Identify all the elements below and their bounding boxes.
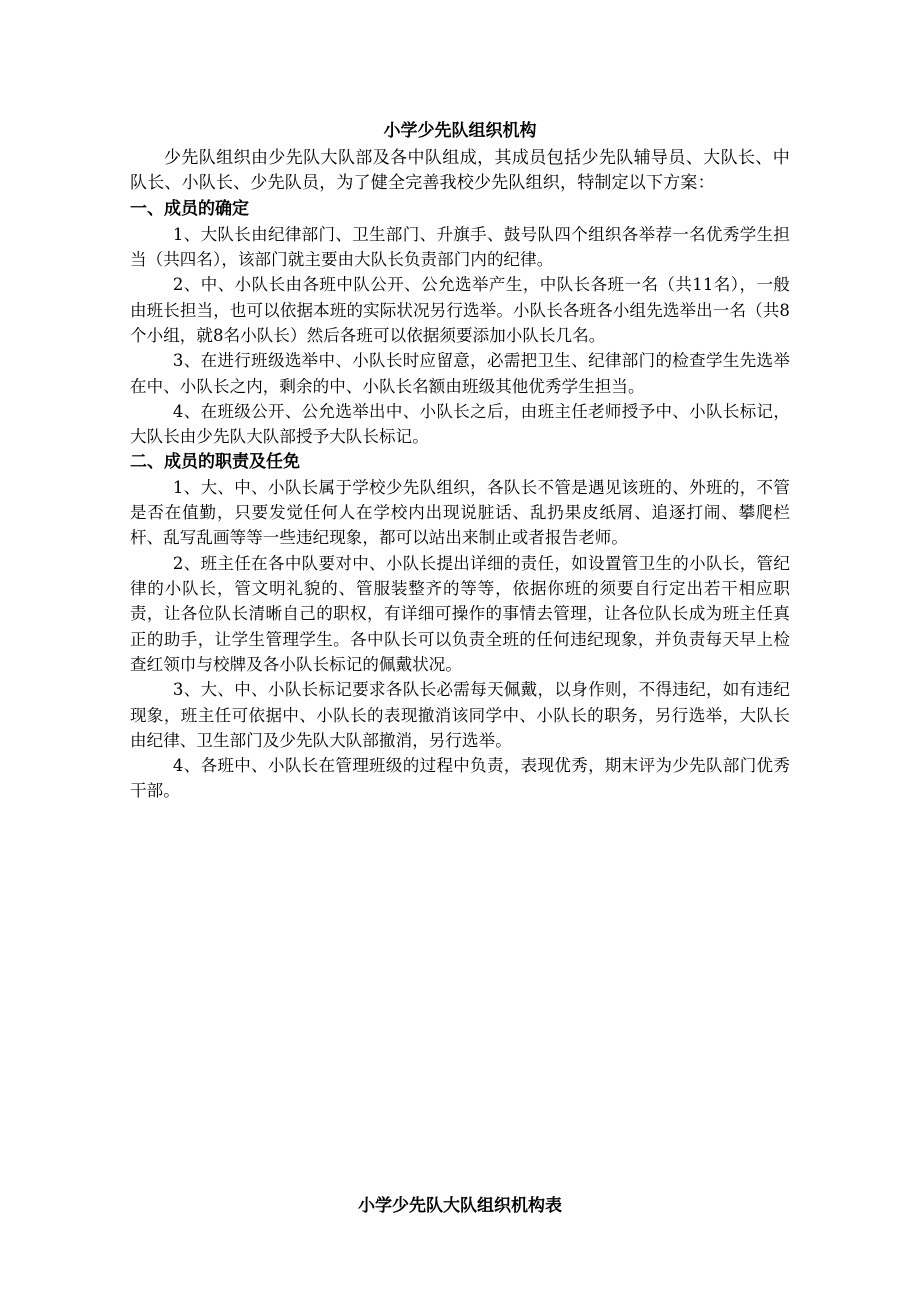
section-1-item-2: 2、中、小队长由各班中队公开、公允选举产生，中队长各班一名（共11名），一般由班长担当，也可以依据本班的实际状况另行选举。小队长各班各小组先选举出一名（共8个小组，就8名小队长）然后各班可以依据须要添加小队长几名。: [130, 275, 790, 346]
section-1-item-4: 4、在班级公开、公允选举出中、小队长之后，由班主任老师授予中、小队长标记，大队长由少先队大队部授予大队长标记。: [130, 401, 790, 447]
section-2-item-2: 2、班主任在各中队要对中、小队长提出详细的责任，如设置管卫生的小队长，管纪律的小队长，管文明礼貌的、管服装整齐的等等，依据你班的须要自行定出若干相应职责，让各位队长清晰自己的职权，有详细可操作的事情去管理，让各位队长成为班主任真正的助手，让学生管理学生。各中队长可以负责全班的任何违纪现象，并负责每天早上检查红领巾与校牌及各小队长标记的佩戴状况。: [130, 553, 790, 674]
section-2-item-1: 1、大、中、小队长属于学校少先队组织，各队长不管是遇见该班的、外班的，不管是否在值勤，只要发觉任何人在学校内出现说脏话、乱扔果皮纸屑、追逐打闹、攀爬栏杆、乱写乱画等等一些违纪现象，都可以站出来制止或者报告老师。: [130, 477, 790, 548]
section-1-item-3: 3、在进行班级选举中、小队长时应留意，必需把卫生、纪律部门的检查学生先选举在中、小队长之内，剩余的中、小队长名额由班级其他优秀学生担当。: [130, 351, 790, 396]
page-title: 小学少先队组织机构: [383, 121, 537, 141]
document-body: [130, 116, 790, 804]
organization-chart-title: 小学少先队大队组织机构表: [358, 1196, 562, 1216]
section-2-item-3: 3、大、中、小队长标记要求各队长必需每天佩戴，以身作则，不得违纪，如有违纪现象，班主任可依据中、小队长的表现撤消该同学中、小队长的职务，另行选举，大队长由纪律、卫生部门及少先队大队部撤消，另行选举。: [130, 680, 790, 750]
section-1-item-1: 1、大队长由纪律部门、卫生部门、升旗手、鼓号队四个组织各举荐一名优秀学生担当（共四名），该部门就主要由大队长负责部门内的纪律。: [130, 224, 790, 270]
section-2-item-4: 4、各班中、小队长在管理班级的过程中负责，表现优秀，期末评为少先队部门优秀干部。: [130, 756, 790, 801]
section-duties-appointment: [130, 450, 790, 804]
section-heading: 二、成员的职责及任免: [130, 451, 300, 472]
section-member-determination: [130, 197, 790, 450]
intro-paragraph: 少先队组织由少先队大队部及各中队组成，其成员包括少先队辅导员、大队长、中队长、小队长、少先队员，为了健全完善我校少先队组织，特制定以下方案：: [130, 148, 790, 194]
section-heading: 一、成员的确定: [130, 198, 249, 219]
